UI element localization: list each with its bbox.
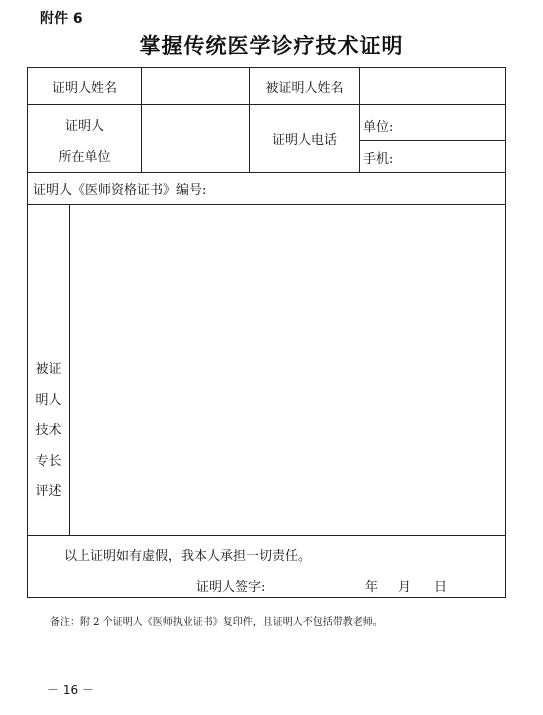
footer-note: 备注：附 2 个证明人《医师执业证书》复印件，且证明人不包括带教老师。 — [50, 617, 383, 628]
comment-label-line: 被证 — [35, 362, 62, 377]
row-divider — [359, 140, 505, 141]
witness-name-field[interactable] — [142, 68, 249, 104]
comment-label-line: 评述 — [35, 484, 62, 499]
witnessed-name-label: 被证明人姓名 — [265, 80, 344, 96]
mobile-label: 手机: — [363, 152, 394, 167]
witness-unit-label-line1: 证明人 — [64, 119, 104, 134]
comment-label-line: 明人 — [35, 392, 62, 408]
certificate-number-label: 证明人《医师资格证书》编号: — [33, 183, 207, 198]
day-label: 日 — [434, 580, 448, 595]
unit-label: 单位: — [363, 120, 394, 135]
page-number: － 16 － — [47, 683, 94, 697]
row-divider — [28, 172, 505, 173]
witness-unit-field[interactable] — [142, 105, 249, 172]
witness-name-label: 证明人姓名 — [51, 80, 117, 96]
skill-comment-field[interactable] — [70, 205, 505, 535]
certification-form — [27, 67, 506, 598]
signature-label: 证明人签字: — [196, 580, 266, 595]
skill-comment-label — [28, 358, 69, 511]
year-label: 年 — [365, 580, 379, 595]
month-label: 月 — [398, 580, 412, 595]
row-divider — [28, 535, 505, 536]
witness-phone-label: 证明人电话 — [271, 133, 337, 148]
witnessed-name-field[interactable] — [360, 68, 505, 104]
comment-label-line: 技术 — [35, 423, 62, 438]
page-title: 掌握传统医学诊疗技术证明 — [139, 33, 404, 58]
attachment-label: 附件 6 — [40, 11, 83, 27]
comment-label-line: 专长 — [35, 453, 62, 469]
declaration-text: 以上证明如有虚假，我本人承担一切责任。 — [64, 549, 312, 564]
witness-unit-label-line2: 所在单位 — [58, 150, 111, 165]
